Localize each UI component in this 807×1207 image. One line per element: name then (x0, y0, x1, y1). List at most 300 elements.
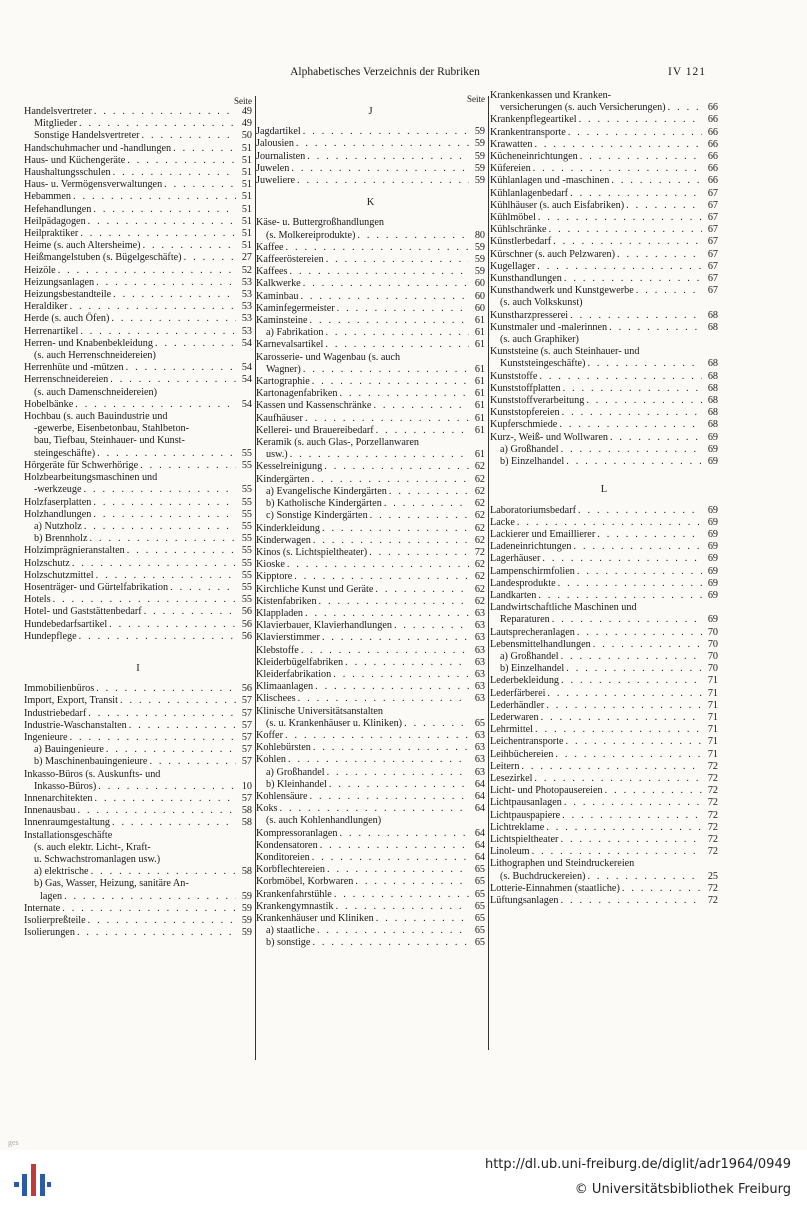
entry-page-number: 59 (474, 150, 485, 162)
index-entry (490, 456, 718, 468)
entry-label: Hotel- und Gaststättenbedarf (24, 606, 142, 618)
index-entry (490, 102, 718, 114)
index-entry (256, 242, 485, 254)
entry-page-number: 51 (241, 191, 252, 203)
entry-label: Kunsthandlungen (490, 273, 562, 285)
entry-label: a) Großhandel (266, 766, 325, 778)
entry-label: Kleiderfabrikation (256, 668, 332, 680)
index-entry (24, 350, 252, 362)
entry-page-number: 66 (707, 126, 718, 138)
entry-label: (s. u. Krankenhäuser u. Kliniken) (266, 717, 403, 729)
entry-label: Kipptore (256, 571, 293, 583)
dot-leader (566, 663, 702, 675)
index-entry (256, 584, 485, 596)
entry-label: Hochbau (s. auch Bauindustrie und (24, 411, 168, 423)
entry-page-number: 56 (241, 683, 252, 695)
index-entry (24, 411, 252, 423)
entry-label: a) elektrische (34, 866, 89, 878)
dot-leader (370, 510, 469, 522)
entry-label: Klinische Universitätsanstalten (256, 705, 384, 717)
entry-page-number: 67 (707, 273, 718, 285)
entry-page-number: 72 (707, 809, 718, 821)
dot-leader (561, 675, 702, 687)
permalink-url[interactable]: http://dl.ub.uni-freiburg.de/diglit/adr1964/0949 (484, 1157, 791, 1172)
dot-leader (345, 657, 469, 669)
entry-page-number: 65 (474, 900, 485, 912)
dot-leader (532, 846, 702, 858)
index-entry (256, 803, 485, 815)
entry-page-number: 55 (241, 496, 252, 508)
entry-label: Korbflechtereien (256, 864, 326, 876)
entry-page-number: 62 (474, 485, 485, 497)
entry-page-number: 62 (474, 522, 485, 534)
dot-leader (533, 163, 702, 175)
index-entry (256, 327, 485, 339)
entry-label: Krankenhäuser und Kliniken (256, 913, 374, 924)
entry-label: Kohlensäure (256, 790, 308, 802)
entry-page-number: 68 (707, 370, 718, 382)
entry-label: Kühlmöbel (490, 212, 536, 224)
dot-leader (325, 327, 469, 339)
entry-label: Lederbekleidung (490, 675, 560, 687)
entry-label: b) Kleinhandel (266, 778, 327, 790)
entry-label: Isolierungen (24, 927, 75, 939)
entry-page-number: 62 (474, 498, 485, 510)
entry-label: Kaufhäuser (256, 412, 303, 424)
library-footer (0, 1150, 807, 1207)
index-entry (256, 779, 485, 791)
entry-label: Krankengymnastik (256, 900, 334, 912)
entry-label: Lehrmittel (490, 724, 533, 736)
index-entry (256, 571, 485, 583)
dot-leader (111, 313, 236, 325)
dot-leader (334, 889, 469, 901)
index-entry (24, 594, 252, 606)
index-entry (256, 913, 485, 925)
entry-label: Leichentransporte (490, 736, 564, 748)
entry-page-number: 55 (241, 533, 252, 545)
entry-label: Kesselreinigung (256, 461, 323, 473)
index-entry (24, 326, 252, 338)
entry-page-number: 66 (707, 151, 718, 163)
dot-leader (88, 915, 236, 927)
index-entry (490, 846, 718, 858)
dot-leader (164, 179, 236, 191)
index-entry (490, 749, 718, 761)
entry-label: Kellerei- und Brauereibedarf (256, 424, 374, 436)
index-entry (24, 509, 252, 521)
dot-leader (389, 486, 469, 498)
entry-label: Journalisten (256, 150, 306, 162)
dot-leader (94, 106, 236, 118)
dot-leader (547, 688, 702, 700)
entry-label: -gewerbe, Eisenbetonbau, Stahlbeton- (34, 423, 190, 435)
dot-leader (636, 285, 702, 297)
index-entry (490, 614, 718, 626)
index-entry (490, 383, 718, 395)
entry-page-number: 61 (474, 412, 485, 424)
entry-page-number: 65 (474, 888, 485, 900)
entry-page-number: 57 (241, 744, 252, 756)
index-entry (490, 700, 718, 712)
dot-leader (84, 484, 236, 496)
entry-page-number: 71 (707, 687, 718, 699)
entry-label: usw.) (266, 449, 288, 461)
index-entry (490, 346, 718, 358)
dot-leader (317, 925, 469, 937)
index-entry (24, 817, 252, 829)
index-entry (256, 278, 485, 290)
entry-label: Kühlanlagen und -maschinen (490, 175, 610, 187)
index-entry (256, 901, 485, 913)
index-entry (490, 151, 718, 163)
entry-label: b) Katholische Kindergärten (266, 498, 382, 510)
entry-page-number: 51 (241, 154, 252, 166)
entry-label: (s. auch Volkskunst) (500, 297, 583, 309)
entry-label: Laboratoriumsbedarf (490, 504, 576, 516)
entry-page-number: 62 (474, 583, 485, 595)
index-entry (490, 419, 718, 431)
dot-leader (605, 785, 702, 797)
index-entry (490, 785, 718, 797)
dot-leader (73, 191, 236, 203)
entry-label: Kühlanlagenbedarf (490, 187, 569, 199)
entry-label: Landkarten (490, 589, 537, 601)
entry-label: Kücheneinrichtungen (490, 151, 578, 163)
dot-leader (144, 606, 236, 618)
entry-label: Haus- und Küchengeräte (24, 154, 126, 166)
entry-list (256, 126, 485, 187)
dot-leader (357, 230, 469, 242)
index-entry (490, 114, 718, 126)
entry-page-number: 80 (474, 229, 485, 241)
entry-page-number: 62 (474, 510, 485, 522)
section-heading-j: J (368, 106, 373, 117)
entry-list (490, 90, 718, 468)
index-entry (490, 639, 718, 651)
entry-page-number: 66 (707, 102, 718, 114)
entry-page-number: 67 (707, 248, 718, 260)
entry-label: c) Sonstige Kindergärten (266, 510, 368, 522)
index-entry (256, 303, 485, 315)
dot-leader (84, 521, 236, 533)
dot-leader (577, 627, 702, 639)
entry-page-number: 67 (707, 285, 718, 297)
dot-leader (538, 590, 702, 602)
index-entry (24, 338, 252, 350)
index-entry (24, 793, 252, 805)
entry-page-number: 53 (241, 301, 252, 313)
index-entry (256, 364, 485, 376)
dot-leader (553, 236, 702, 248)
index-entry (490, 432, 718, 444)
dot-leader (305, 608, 469, 620)
entry-page-number: 56 (241, 630, 252, 642)
index-entry (490, 175, 718, 187)
entry-label: Lithographen und Steindruckereien (490, 858, 635, 870)
index-entry (256, 266, 485, 278)
entry-label: Juweliere (256, 175, 296, 187)
index-entry (490, 834, 718, 846)
entry-label: Korbmöbel, Korbwaren (256, 876, 354, 888)
entry-label: Innenarchitekten (24, 792, 93, 804)
index-entry (24, 448, 252, 460)
entry-label: Heizöle (24, 264, 56, 276)
index-entry (24, 484, 252, 496)
index-entry (490, 553, 718, 565)
entry-label: Kindergärten (256, 473, 310, 485)
entry-page-number: 63 (474, 754, 485, 766)
index-entry (24, 277, 252, 289)
entry-page-number: 59 (474, 254, 485, 266)
dot-leader (539, 371, 702, 383)
library-logo-icon (12, 1160, 52, 1200)
dot-leader (140, 460, 236, 472)
entry-label: Lesezirkel (490, 772, 533, 784)
entry-page-number: 72 (707, 821, 718, 833)
index-entry (256, 315, 485, 327)
index-entry (24, 362, 252, 374)
dot-leader (579, 114, 702, 126)
index-entry (490, 261, 718, 273)
dot-leader (312, 474, 469, 486)
dot-leader (597, 529, 702, 541)
index-entry (490, 529, 718, 541)
dot-leader (394, 620, 469, 632)
entry-list (256, 217, 485, 949)
index-entry (256, 791, 485, 803)
entry-page-number: 50 (241, 130, 252, 142)
index-entry (490, 871, 718, 883)
index-entry (24, 545, 252, 557)
entry-label: Kunststoffverarbeitung (490, 395, 585, 407)
index-entry (256, 754, 485, 766)
entry-label: Kompressoranlagen (256, 827, 338, 839)
entry-page-number: 60 (474, 302, 485, 314)
dot-leader (96, 570, 236, 582)
index-entry (256, 486, 485, 498)
entry-label: Kunststoffe (490, 370, 538, 382)
entry-page-number: 53 (241, 289, 252, 301)
entry-label: a) Großhandel (500, 650, 559, 662)
index-entry (256, 828, 485, 840)
index-entry (256, 461, 485, 473)
dot-leader (113, 167, 236, 179)
entry-label: Lichtpauspapiere (490, 809, 561, 821)
dot-leader (155, 338, 236, 350)
entry-label: Heizungsanlagen (24, 276, 95, 288)
entry-page-number: 55 (241, 484, 252, 496)
dot-leader (322, 632, 469, 644)
index-entry (24, 387, 252, 399)
index-entry (256, 437, 485, 449)
entry-label: Landesprodukte (490, 577, 556, 589)
entry-label: Sonstige Handelsvertreter (34, 130, 140, 142)
entry-page-number: 63 (474, 607, 485, 619)
dot-leader (568, 127, 702, 139)
index-entry (490, 797, 718, 809)
entry-page-number: 58 (241, 805, 252, 817)
dot-leader (611, 175, 702, 187)
entry-label: Kartonagenfabriken (256, 388, 338, 400)
entry-label: Lagerhäuser (490, 553, 541, 565)
entry-label: Lotterie-Einnahmen (staatliche) (490, 882, 620, 894)
entry-label: Lacke (490, 516, 515, 528)
entry-page-number: 59 (241, 890, 252, 902)
entry-label: Klimaanlagen (256, 681, 314, 693)
entry-label: Krankenfahrstühle (256, 888, 332, 900)
entry-page-number: 66 (707, 163, 718, 175)
index-entry (24, 878, 252, 890)
entry-page-number: 10 (241, 780, 252, 792)
entry-label: Kaffeeröstereien (256, 254, 324, 266)
entry-page-number: 27 (241, 252, 252, 264)
index-column-3 (490, 90, 718, 907)
entry-label: Kinos (s. Lichtspieltheater) (256, 546, 368, 558)
entry-label: Lederhändler (490, 699, 545, 711)
dot-leader (80, 228, 236, 240)
entry-page-number: 61 (474, 363, 485, 375)
dot-leader (322, 523, 469, 535)
entry-list (24, 106, 252, 643)
dot-leader (70, 732, 236, 744)
entry-page-number: 68 (707, 407, 718, 419)
dot-leader (170, 582, 236, 594)
dot-leader (610, 432, 702, 444)
dot-leader (106, 744, 236, 756)
index-entry (24, 228, 252, 240)
entry-label: Hefehandlungen (24, 203, 92, 215)
entry-page-number: 69 (707, 528, 718, 540)
index-entry (24, 866, 252, 878)
entry-page-number: 71 (707, 736, 718, 748)
entry-label: Lederwaren (490, 711, 539, 723)
dot-leader (72, 558, 236, 570)
dot-leader (573, 541, 702, 553)
dot-leader (563, 383, 702, 395)
entry-page-number: 67 (707, 260, 718, 272)
entry-label: b) Einzelhandel (500, 456, 565, 468)
entry-page-number: 63 (474, 681, 485, 693)
dot-leader (290, 449, 469, 461)
entry-page-number: 57 (241, 756, 252, 768)
dot-leader (587, 358, 702, 370)
index-entry (24, 582, 252, 594)
index-entry (490, 712, 718, 724)
entry-label: a) Großhandel (500, 443, 559, 455)
entry-label: Hobelbänke (24, 398, 74, 410)
index-entry (24, 915, 252, 927)
entry-page-number: 65 (474, 717, 485, 729)
entry-page-number: 66 (707, 138, 718, 150)
dot-leader (313, 742, 469, 754)
index-entry (256, 645, 485, 657)
entry-label: Konditoreien (256, 851, 310, 863)
entry-page-number: 72 (474, 546, 485, 558)
dot-leader (327, 767, 469, 779)
dot-leader (559, 419, 702, 431)
dot-leader (312, 376, 469, 388)
entry-page-number: 49 (241, 118, 252, 130)
entry-page-number: 62 (474, 461, 485, 473)
dot-leader (339, 828, 469, 840)
entry-page-number: 72 (707, 882, 718, 894)
index-entry (24, 769, 252, 781)
dot-leader (98, 781, 236, 793)
entry-list (24, 683, 252, 939)
entry-label: Krankenkassen und Kranken- (490, 90, 612, 101)
index-entry (490, 371, 718, 383)
index-entry (490, 224, 718, 236)
entry-label: Hebammen (24, 191, 71, 203)
entry-page-number: 68 (707, 419, 718, 431)
dot-leader (546, 700, 702, 712)
entry-page-number: 65 (474, 937, 485, 949)
entry-label: (s. auch elektr. Licht-, Kraft- (34, 841, 151, 853)
dot-leader (566, 736, 702, 748)
dot-leader (617, 249, 702, 261)
entry-page-number: 53 (241, 276, 252, 288)
dot-leader (315, 681, 469, 693)
dot-leader (521, 761, 702, 773)
entry-page-number: 69 (707, 541, 718, 553)
index-entry (24, 631, 252, 643)
dot-leader (577, 566, 702, 578)
entry-label: Reparaturen (500, 614, 550, 626)
dot-leader (327, 864, 469, 876)
entry-page-number: 69 (707, 516, 718, 528)
entry-page-number: 63 (474, 656, 485, 668)
entry-label: Kühlhäuser (s. auch Eisfabriken) (490, 199, 625, 211)
entry-label: b) Maschinenbauingenieure (34, 756, 148, 768)
dot-leader (593, 639, 702, 651)
dot-leader (285, 730, 469, 742)
dot-leader (94, 793, 236, 805)
entry-page-number: 59 (474, 126, 485, 138)
dot-leader (70, 301, 236, 313)
index-entry (24, 805, 252, 817)
entry-page-number: 67 (707, 199, 718, 211)
entry-page-number: 72 (707, 785, 718, 797)
dot-leader (373, 400, 469, 412)
entry-label: a) staatliche (266, 925, 315, 937)
index-entry (256, 864, 485, 876)
dot-leader (294, 571, 469, 583)
index-entry (490, 578, 718, 590)
entry-label: Hosenträger- und Gürtelfabrikation (24, 581, 169, 593)
index-entry (24, 695, 252, 707)
entry-label: b) Einzelhandel (500, 663, 565, 675)
dot-leader (297, 175, 469, 187)
entry-label: Heilpädagogen (24, 215, 86, 227)
entry-page-number: 69 (707, 443, 718, 455)
entry-label: Lichtspieltheater (490, 833, 559, 845)
index-entry (490, 285, 718, 297)
entry-page-number: 62 (474, 571, 485, 583)
index-entry (490, 688, 718, 700)
entry-label: -werkzeuge (34, 484, 82, 496)
dot-leader (562, 810, 702, 822)
entry-page-number: 59 (474, 241, 485, 253)
entry-page-number: 63 (474, 644, 485, 656)
index-entry (256, 535, 485, 547)
entry-page-number: 61 (474, 339, 485, 351)
index-entry (490, 736, 718, 748)
entry-label: Kaffee (256, 241, 284, 253)
dot-leader (79, 118, 236, 130)
entry-page-number: 61 (474, 315, 485, 327)
entry-label: Kassen und Kassenschränke (256, 400, 372, 412)
